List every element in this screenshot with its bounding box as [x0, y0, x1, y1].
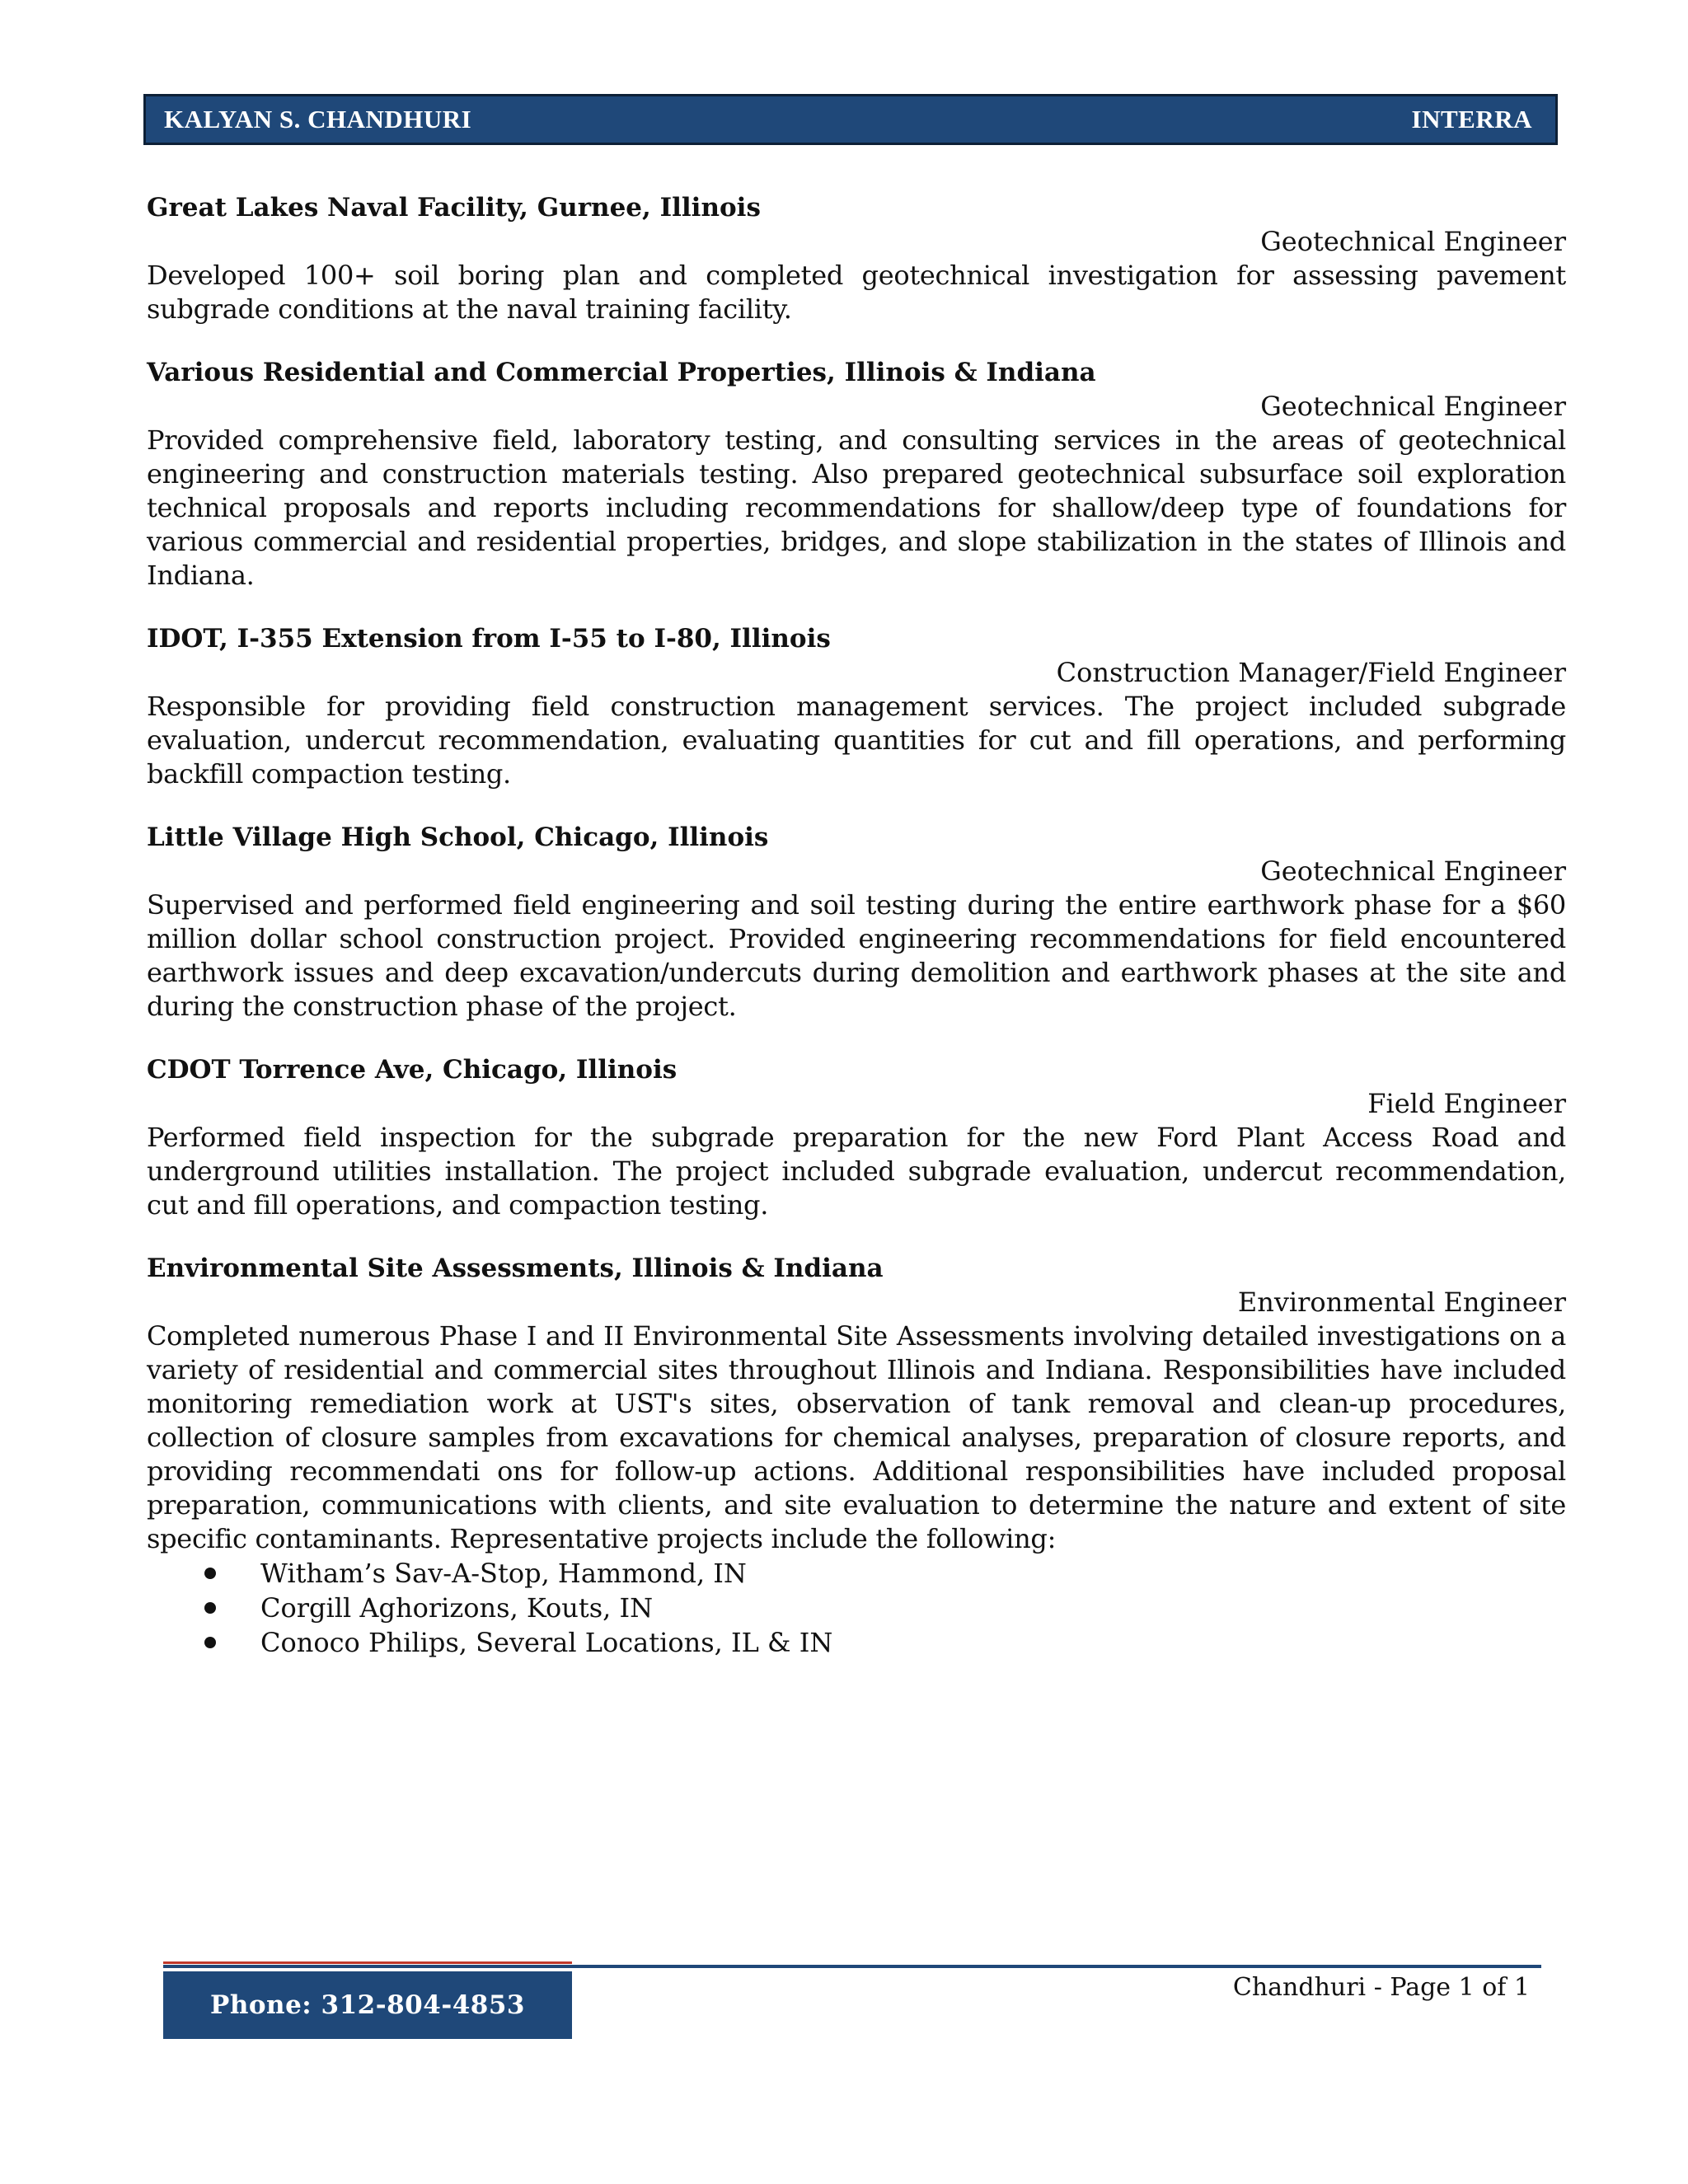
bullet-icon: [204, 1637, 216, 1648]
list-item-text: Witham’s Sav-A-Stop, Hammond, IN: [260, 1558, 747, 1589]
project-description: Provided comprehensive field, laboratory testing, and consulting services in the areas of geotechnical engineering and construction materials testing. Also prepared geotechnical subsurface soil exploration technical proposals and reports including recommendations for shallow/deep type of foundations for various commercial and residential properties, bridges, and slope stabilization in the states of Illinois and Indiana.: [147, 424, 1566, 591]
project-title: IDOT, I-355 Extension from I-55 to I-80, Illinois: [147, 624, 831, 654]
header-name: KALYAN S. CHANDHURI: [164, 105, 472, 134]
representative-projects-list: [147, 1556, 1566, 1660]
project-role: Environmental Engineer: [1237, 1286, 1566, 1318]
footer-phone: [163, 1971, 572, 2039]
project-title: CDOT Torrence Ave, Chicago, Illinois: [147, 1055, 678, 1085]
list-item-text: Corgill Aghorizons, Kouts, IN: [260, 1592, 654, 1624]
footer-divider: [163, 1965, 1541, 1968]
project-role: Geotechnical Engineer: [1260, 391, 1566, 422]
project-description: Performed field inspection for the subgrade preparation for the new Ford Plant Access Road and underground utilities installation. The project included subgrade evaluation, undercut recommendation, cut and fill operations, and compaction testing.: [147, 1122, 1566, 1221]
list-item: [204, 1556, 1566, 1591]
bullet-icon: [204, 1602, 216, 1614]
projects-list: [147, 191, 1566, 1690]
project-role: Geotechnical Engineer: [1260, 226, 1566, 257]
project-section: [147, 1252, 1566, 1660]
project-role: Construction Manager/Field Engineer: [1056, 657, 1566, 688]
list-item: [204, 1591, 1566, 1625]
page-number: Chandhuri - Page 1 of 1: [1232, 1973, 1530, 2002]
project-role: Geotechnical Engineer: [1260, 855, 1566, 887]
project-title: Little Village High School, Chicago, Illinois: [147, 823, 769, 852]
project-section: [147, 622, 1566, 791]
project-section: [147, 821, 1566, 1024]
header-company: INTERRA: [1411, 105, 1532, 134]
project-section: [147, 1053, 1566, 1222]
project-title: Environmental Site Assessments, Illinois & Indiana: [147, 1254, 884, 1283]
project-title: Great Lakes Naval Facility, Gurnee, Illinois: [147, 193, 761, 223]
project-description: Developed 100+ soil boring plan and completed geotechnical investigation for assessing pavement subgrade conditions at the naval training facility.: [147, 260, 1566, 325]
project-description: Supervised and performed field engineering and soil testing during the entire earthwork phase for a $60 million dollar school construction project. Provided engineering recommendations for field encountered earthwork issues and deep excavation/undercuts during demolition and earthwork phases at the site and during the construction phase of the project.: [147, 889, 1566, 1022]
project-role: Field Engineer: [1367, 1088, 1566, 1119]
project-title: Various Residential and Commercial Properties, Illinois & Indiana: [147, 358, 1096, 387]
list-item: [204, 1625, 1566, 1660]
project-section: [147, 191, 1566, 326]
footer-accent-line: [163, 1961, 572, 1964]
project-description: Responsible for providing field construction management services. The project included subgrade evaluation, undercut recommendation, evaluating quantities for cut and fill operations, and performing backfill compaction testing.: [147, 691, 1566, 790]
project-section: [147, 356, 1566, 593]
bullet-icon: [204, 1568, 216, 1579]
header-bar: [143, 94, 1558, 145]
project-description: Completed numerous Phase I and II Environmental Site Assessments involving detailed investigations on a variety of residential and commercial sites throughout Illinois and Indiana. Responsibilities have included monitoring remediation work at UST's sites, observation of tank removal and clean-up procedures, collection of closure samples from excavations for chemical analyses, preparation of closure reports, and providing recommendati ons for follow-up actions. Additional responsibilities have included proposal preparation, communications with clients, and site evaluation to determine the nature and extent of site specific contaminants. Representative projects include the following:: [147, 1320, 1566, 1554]
phone-number: Phone: 312-804-4853: [210, 1990, 525, 2020]
list-item-text: Conoco Philips, Several Locations, IL & IN: [260, 1627, 833, 1658]
